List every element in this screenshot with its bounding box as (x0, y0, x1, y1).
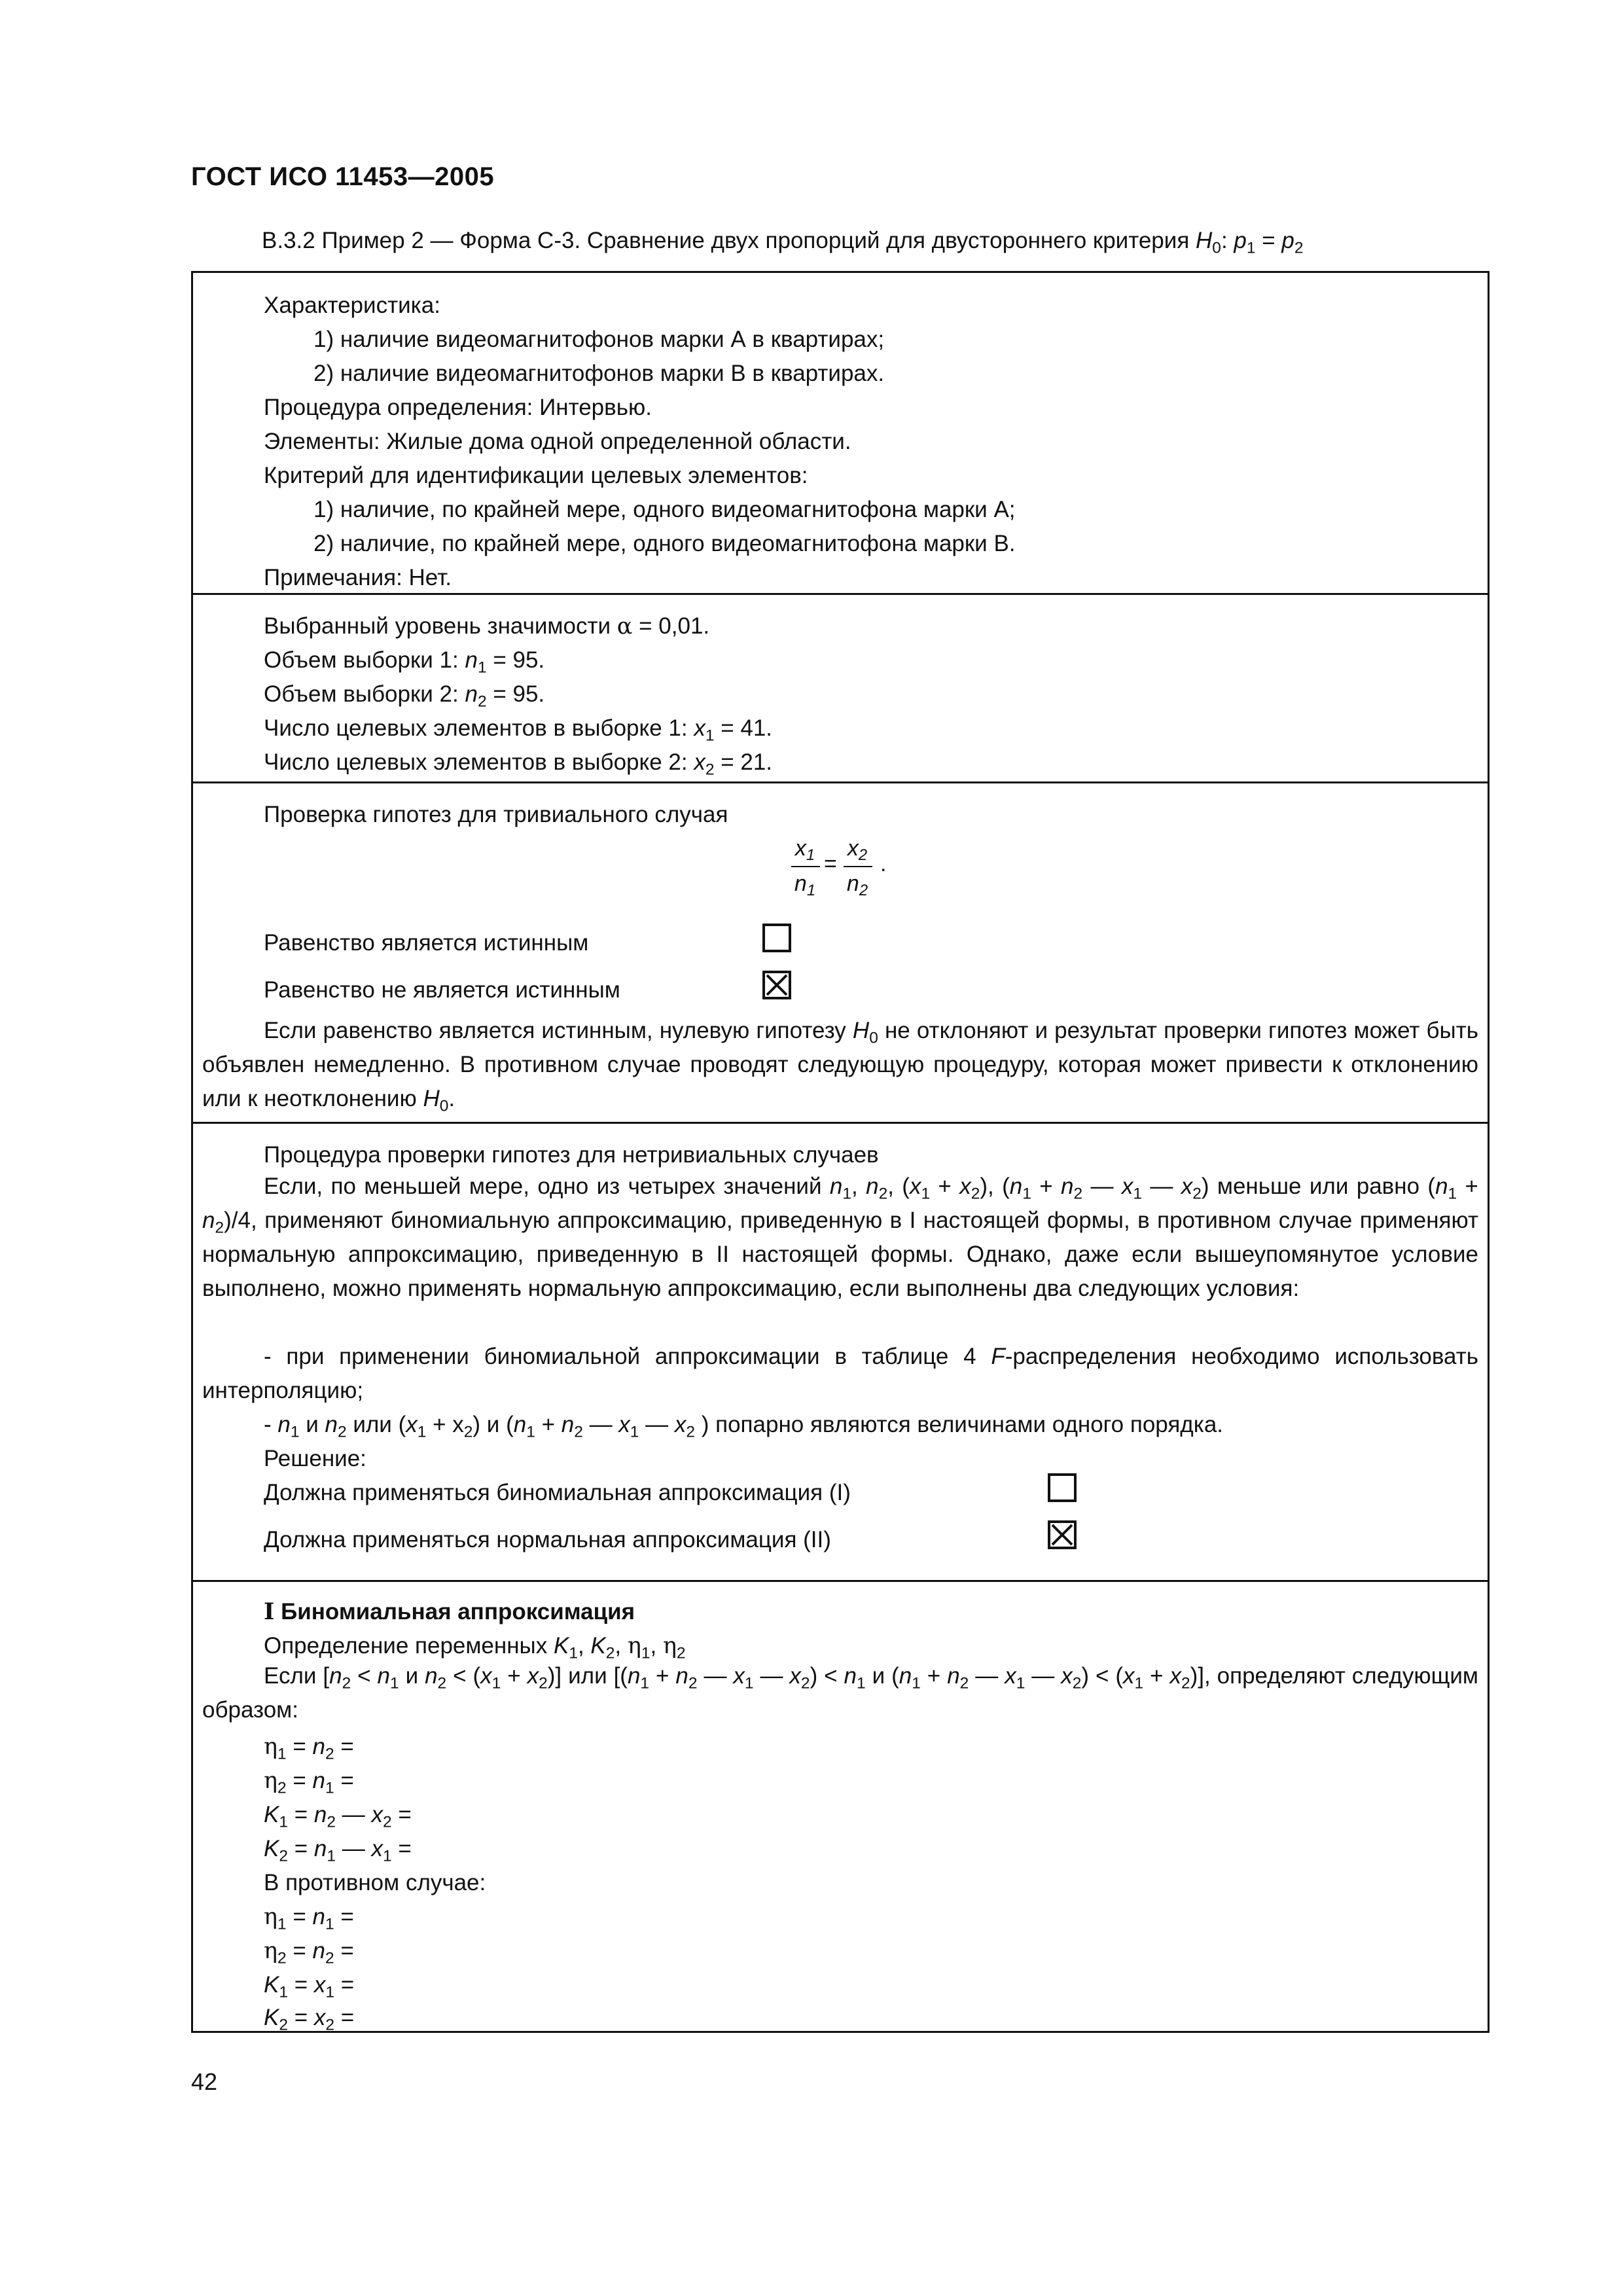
eta2-alt-formula: $\eta_2 = n_2$ = (264, 1938, 354, 1967)
checkbox-cross-icon (1050, 1523, 1074, 1547)
characteristic-item-2: 2) наличие видеомагнитофонов марки В в квартирах. (313, 361, 885, 386)
equality-true-label: Равенство является истинным (264, 930, 589, 956)
normal-label: Должна применяться нормальная аппроксимация (II) (264, 1527, 831, 1552)
variables-line: Определение переменных $K_1$, $K_2$, $\eta_1$, $\eta_2$ (264, 1633, 686, 1662)
decision-label: Решение: (264, 1446, 366, 1471)
nontrivial-case-section (193, 1124, 1488, 1582)
criterion-label: Критерий для идентификации целевых элементов: (264, 463, 808, 488)
equality-false-checkbox[interactable] (762, 971, 791, 999)
binomial-approximation-section (193, 1582, 1488, 2035)
nontrivial-para-mid: меньше или равно (1217, 1174, 1420, 1199)
condition-paragraph: Если [$n_2 < n_1$ и $n_2 < (x_1 + x_2)$] или [($n_1 + n_2$ — $x_1$ — $x_2) < n_1$ и ($n_1 + n_2$ — $x_1$ — $x_2) < (x_1 + x_2)$], определяют следующим образом: (202, 1663, 1478, 1723)
eta1-alt-formula: $\eta_1 = n_1$ = (264, 1904, 354, 1933)
x2-label: Число целевых элементов в выборке 2: (264, 749, 688, 775)
variables-label: Определение переменных (264, 1633, 548, 1659)
binomial-label: Должна применяться биномиальная аппроксимация (I) (264, 1480, 851, 1505)
x2-line: Число целевых элементов в выборке 2: $x_2 = 21$. (264, 749, 773, 779)
binomial-heading (264, 1600, 635, 1623)
nontrivial-paragraph: Если, по меньшей мере, одно из четырех значений $n_1$, $n_2$, $(x_1 + x_2)$, ($n_1 + n_2$ — $x_1$ — $x_2$) меньше или равно $(n_1 + n_2)/4$, применяют биномиальную аппроксимацию, приведенную в I настоящей формы, в противном случае применяют нормальную аппроксимацию, приведенную в II настоящей формы. Однако, даже если вышеупомянутое условие выполнено, можно применять нормальную аппроксимацию, если выполнены два следующих условия: (202, 1174, 1478, 1301)
x1-value: = 41. (721, 715, 773, 741)
sample-parameters-section (193, 595, 1488, 783)
trivial-case-section (193, 783, 1488, 1124)
heading-text: Биномиальная аппроксимация (281, 1599, 635, 1624)
form-c3 (191, 271, 1489, 2033)
trivial-case-paragraph: Если равенство является истинным, нулевую гипотезу $H_0$ не отклоняют и результат проверки гипотез может быть объявлен немедленно. В противном случае проводят следующую процедуру, которая может привести к отклонению или к неотклонению $H_0$. (202, 1018, 1478, 1115)
n2-line: Объем выборки 2: $n_2 = 95$. (264, 681, 545, 711)
x1-line: Число целевых элементов в выборке 1: $x_1 = 41$. (264, 715, 773, 745)
n2-value: = 95. (493, 681, 545, 707)
bullet-same-order: - $n_1$ и $n_2$ или $(x_1 + x_2)$ и ($n_1 + n_2$ — $x_1$ — $x_2$ ) попарно являются величинами одного порядка. (264, 1412, 1224, 1441)
notes-line: Примечания: Нет. (264, 565, 452, 590)
eta1-formula: $\eta_1 = n_2$ = (264, 1734, 354, 1763)
k1-formula: $K_1 = n_2$ — $x_2$ = (264, 1802, 412, 1831)
criterion-item-1: 1) наличие, по крайней мере, одного видеомагнитофона марки А; (313, 497, 1016, 522)
alpha-label: Выбранный уровень значимости (264, 613, 611, 639)
bullet-2-tail: попарно являются величинами одного порядка. (715, 1412, 1224, 1437)
caption-text: В.3.2 Пример 2 — Форма С-3. Сравнение двух пропорций для двустороннего критерия (262, 228, 1190, 253)
condition-tail: определяют следующим образом: (202, 1663, 1478, 1723)
n1-line: Объем выборки 1: $n_1 = 95$. (264, 647, 545, 677)
k2-alt-formula: $K_2 = x_2$ = (264, 2005, 355, 2034)
nontrivial-case-title: Процедура проверки гипотез для нетривиальных случаев (264, 1142, 879, 1168)
form-caption: В.3.2 Пример 2 — Форма С-3. Сравнение двух пропорций для двустороннего критерия $H_0$: $p_1 = p_2$ (262, 228, 1304, 257)
n1-label: Объем выборки 1: (264, 647, 459, 673)
page-number: 42 (191, 2068, 218, 2095)
alpha-value: = 0,01. (639, 613, 710, 639)
normal-checkbox[interactable] (1048, 1520, 1077, 1549)
equality-false-label: Равенство не является истинным (264, 977, 620, 1003)
elements-line: Элементы: Жилые дома одной определенной области. (264, 429, 851, 454)
x1-label: Число целевых элементов в выборке 1: (264, 715, 688, 741)
x2-value: = 21. (721, 749, 773, 775)
equality-true-checkbox[interactable] (762, 924, 791, 952)
trivial-para-rest: не отклоняют и результат проверки гипотез может быть объявлен немедленно. В противном случае проводят следующую процедуру, которая может привести к отклонению или к неотклонению (202, 1018, 1478, 1111)
bullet-1-start: - при применении биномиальной аппроксимации в таблице 4 (264, 1344, 976, 1369)
otherwise-label: В противном случае: (264, 1870, 486, 1895)
binomial-checkbox[interactable] (1048, 1473, 1077, 1502)
procedure-line: Процедура определения: Интервью. (264, 395, 652, 420)
k1-alt-formula: $K_1 = x_1$ = (264, 1972, 355, 2001)
trivial-para-start: Если равенство является истинным, нулевую гипотезу (264, 1018, 846, 1043)
bullet-interpolation: - при применении биномиальной аппроксимации в таблице 4 F-распределения необходимо использовать интерполяцию; (202, 1344, 1478, 1403)
ratio-equation: $x_1$ $n_1$ = $x_2$ $n_2$ . (787, 836, 892, 901)
nontrivial-para-rest: применяют биномиальную аппроксимацию, приведенную в I настоящей формы, в противном случае применяют нормальную аппроксимацию, приведенную в II настоящей формы. Однако, даже если вышеупомянутое условие выполнено, можно применять нормальную аппроксимацию, если выполнены два следующих условия: (202, 1208, 1478, 1301)
alpha-line: Выбранный уровень значимости α = 0,01. (264, 613, 710, 639)
heading-number: I (264, 1598, 275, 1625)
document-header: ГОСТ ИСО 11453—2005 (191, 162, 495, 191)
bullet-1-rest: -распределения необходимо использовать интерполяцию; (202, 1344, 1478, 1403)
n2-label: Объем выборки 2: (264, 681, 459, 707)
characteristic-section (193, 273, 1488, 595)
trivial-case-title: Проверка гипотез для тривиального случая (264, 802, 728, 827)
nontrivial-para-start: Если, по меньшей мере, одно из четырех значений (264, 1174, 822, 1199)
criterion-item-2: 2) наличие, по крайней мере, одного видеомагнитофона марки В. (313, 531, 1016, 556)
checkbox-cross-icon (765, 973, 789, 997)
n1-value: = 95. (493, 647, 545, 673)
k2-formula: $K_2 = n_1$ — $x_1$ = (264, 1836, 412, 1865)
characteristic-item-1: 1) наличие видеомагнитофонов марки А в квартирах; (313, 327, 885, 352)
characteristic-label: Характеристика: (264, 293, 440, 318)
eta2-formula: $\eta_2 = n_1$ = (264, 1768, 354, 1797)
